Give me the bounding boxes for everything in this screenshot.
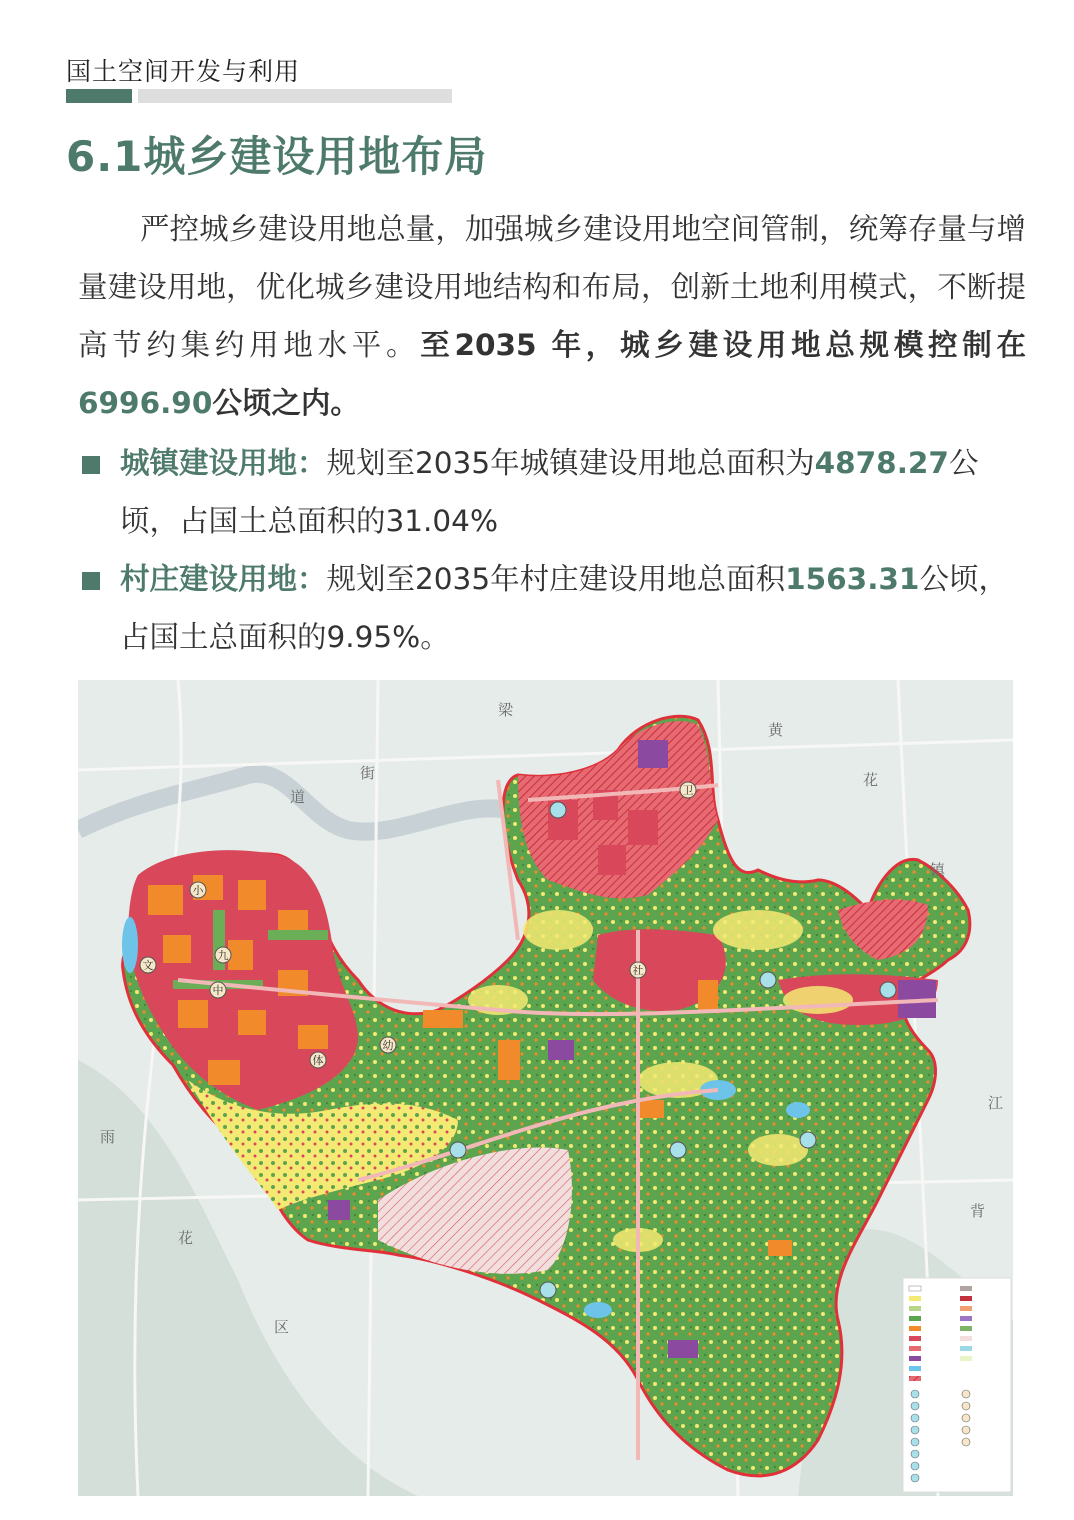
header-bar-track (138, 89, 452, 103)
intro-total-value: 6996.90 (78, 386, 213, 420)
bullet-square-icon (82, 572, 100, 590)
place-label: 背 (970, 1202, 986, 1220)
intro-paragraph (78, 200, 1026, 432)
bullet-text: 规划至2035年村庄建设用地总面积 (326, 562, 786, 596)
bullet-square-icon (82, 456, 100, 474)
facility-label: 卫 (682, 784, 694, 797)
bullet-text: 规划至2035年城镇建设用地总面积为 (326, 446, 815, 480)
intro-bold-2: 公顷之内。 (212, 386, 360, 420)
facility-label: 社 (632, 964, 644, 977)
facility-marker (310, 1052, 326, 1068)
facility-label: 文 (142, 959, 154, 972)
facility-label: 体 (312, 1054, 324, 1067)
facility-marker (140, 957, 156, 973)
intro-bold-1: 至2035 年，城乡建设用地总规模控制在 (420, 328, 1026, 362)
bullet-urban (78, 434, 1018, 550)
place-label: 区 (274, 1318, 290, 1336)
facility-label: 小 (192, 884, 204, 897)
water-body (122, 917, 138, 973)
map-legend (903, 1278, 1011, 1492)
header-bar-accent (66, 89, 132, 103)
section-label: 国土空间开发与利用 (66, 57, 301, 86)
place-label: 花 (178, 1229, 194, 1247)
facility-marker (215, 947, 231, 963)
bullet-term: 村庄建设用地： (120, 562, 327, 596)
bullet-value: 4878.27 (814, 446, 949, 480)
facility-marker (630, 962, 646, 978)
industrial-block (638, 740, 668, 768)
place-label: 江 (988, 1094, 1004, 1112)
place-label: 梁 (498, 701, 514, 719)
land-use-map (78, 680, 1013, 1496)
bullet-village (78, 550, 1018, 666)
intro-lead: 严控城乡建设用地总量，加强城乡建设用地空间管制，统筹存量与增量建设用地，优化城乡建设用地结构和布局，创新土地利用模式，不断提高节约集约用地水平。 (78, 212, 1026, 362)
place-label: 道 (290, 788, 306, 806)
facility-label: 九 (217, 949, 229, 962)
place-label: 雨 (100, 1128, 116, 1146)
place-label: 黄 (768, 721, 784, 739)
place-label: 镇 (930, 861, 946, 879)
facility-marker (210, 982, 226, 998)
bullet-text-2: 公顷，占国土总面积的9.95%。 (120, 562, 1008, 654)
bullet-text-2: 公顷，占国土总面积的31.04% (120, 446, 979, 538)
map-canvas (78, 680, 1013, 1496)
page-title: 6.1城乡建设用地布局 (66, 132, 488, 181)
facility-marker (190, 882, 206, 898)
facility-label: 中 (212, 984, 224, 997)
facility-marker (380, 1037, 396, 1053)
place-label: 花 (863, 771, 879, 789)
place-label: 街 (360, 764, 376, 782)
bullet-value: 1563.31 (785, 562, 920, 596)
facility-marker (680, 782, 696, 798)
bullet-term: 城镇建设用地： (120, 446, 327, 480)
facility-label: 幼 (382, 1039, 394, 1052)
